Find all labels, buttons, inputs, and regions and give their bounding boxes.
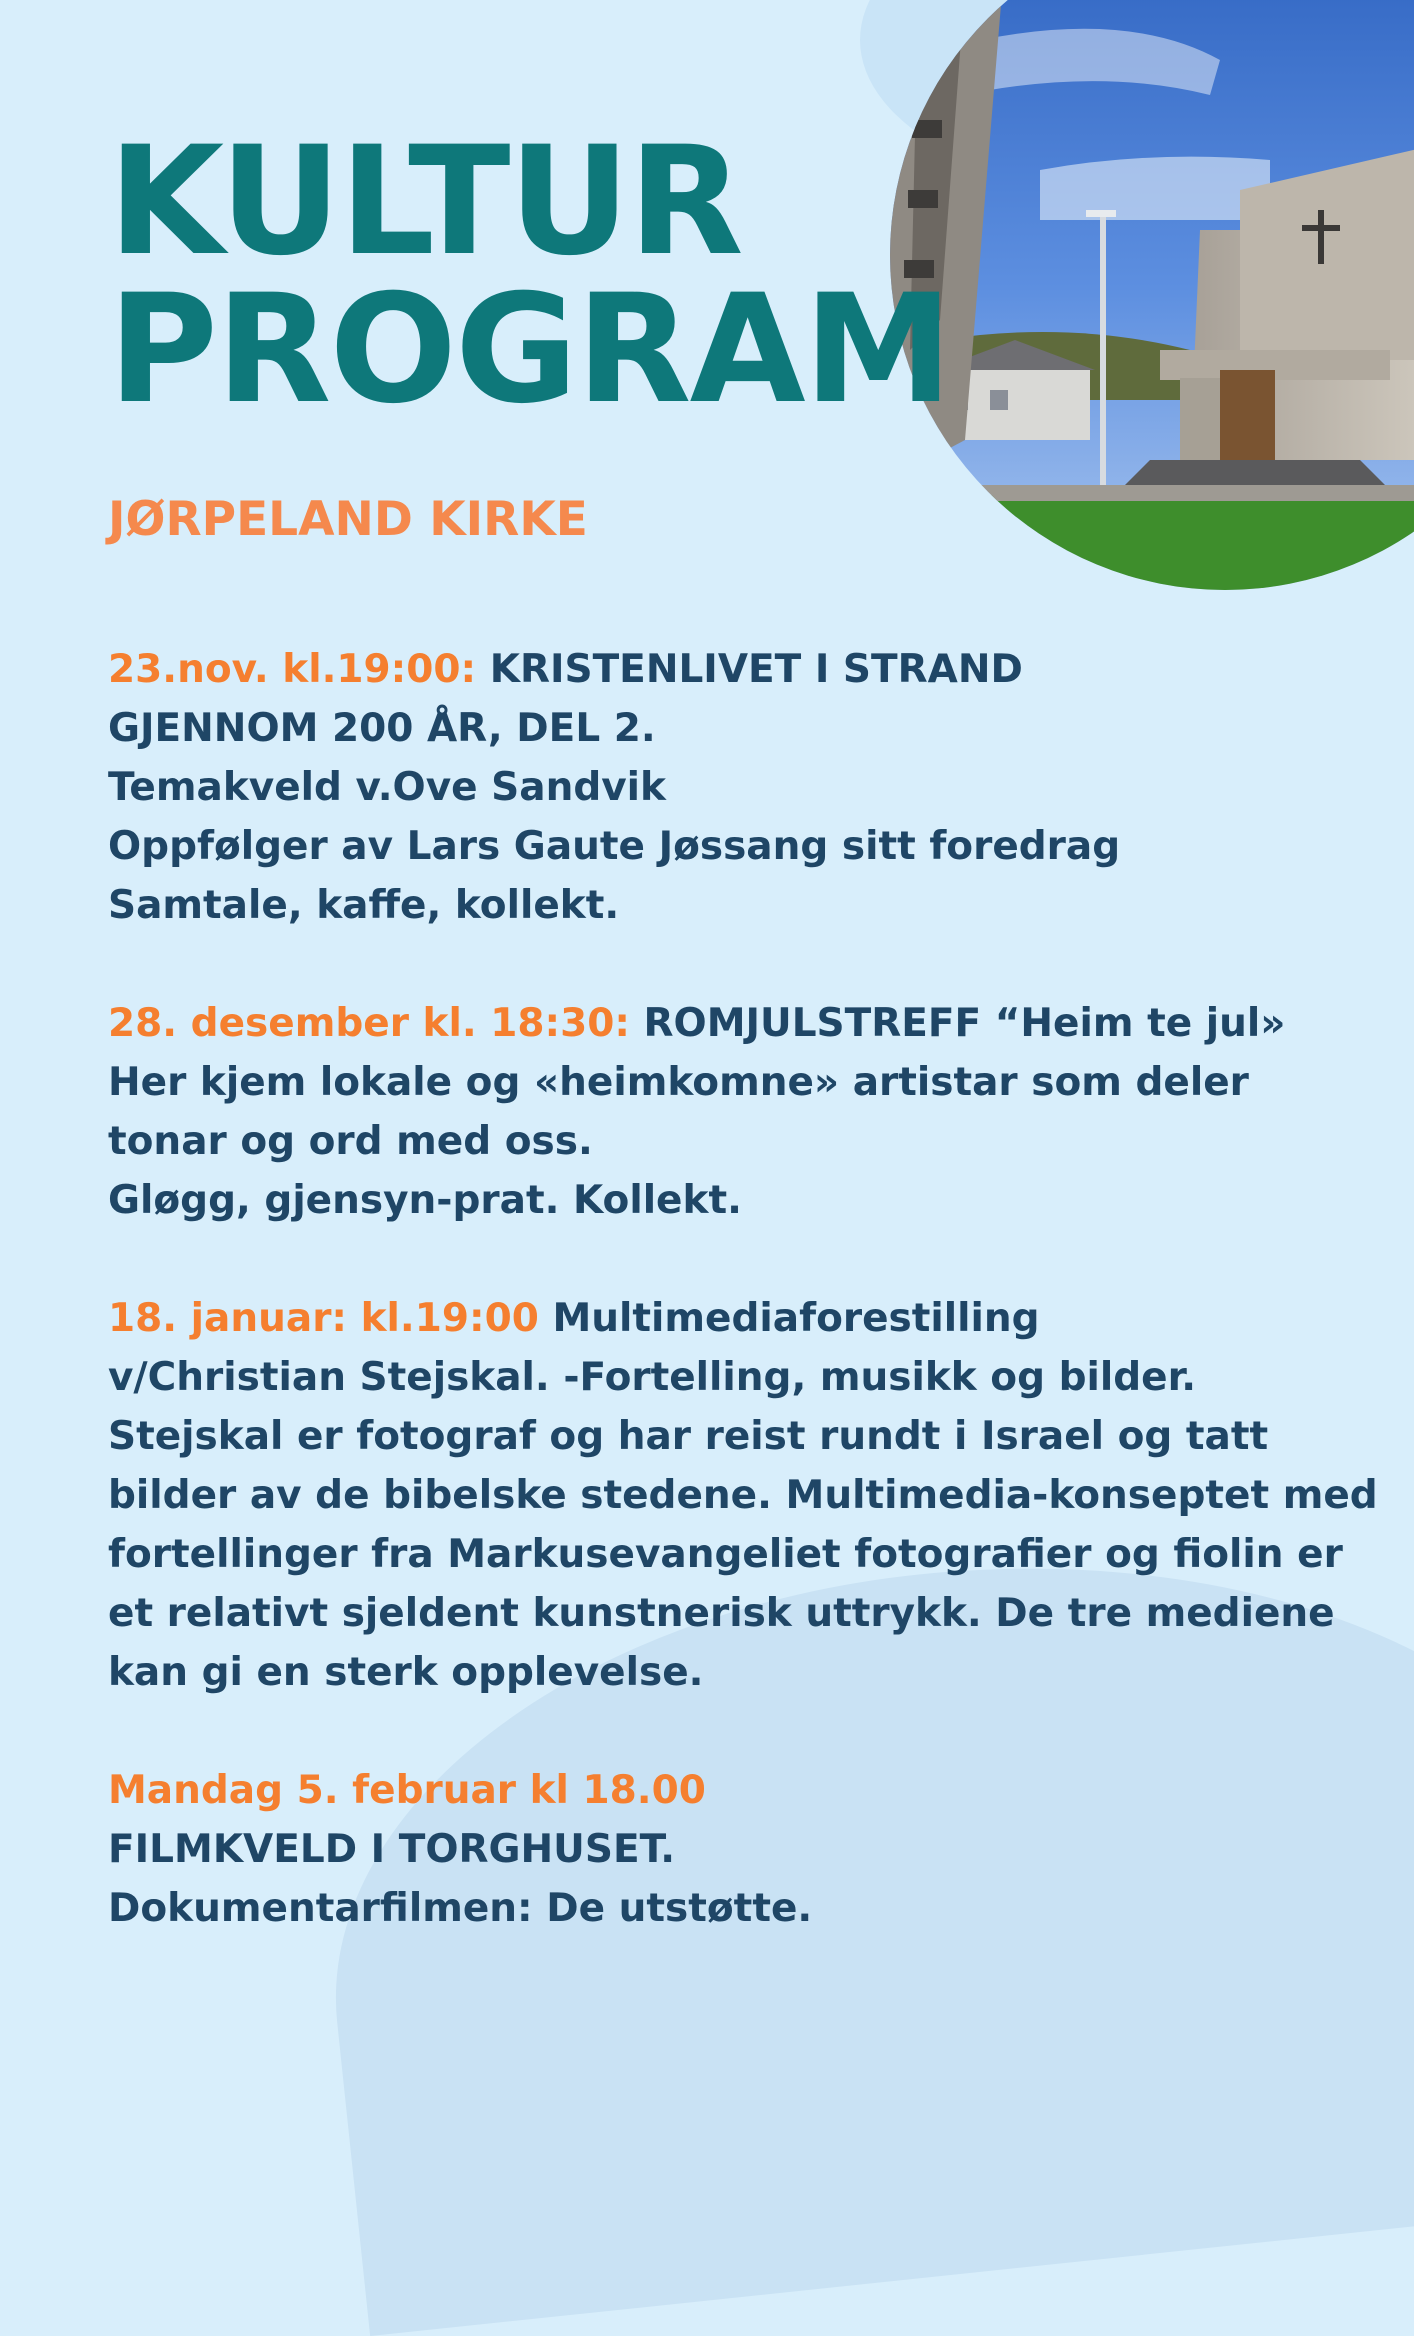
event-header (108, 994, 1378, 1053)
event-item (108, 1289, 1378, 1702)
title-line-2: PROGRAM (108, 263, 951, 437)
event-line: fortellinger fra Markusevangeliet fotografier og fiolin er (108, 1532, 1343, 1577)
event-date: 18. januar: kl.19:00 (108, 1296, 539, 1341)
event-date: Mandag 5. februar kl 18.00 (108, 1768, 706, 1813)
event-item (108, 640, 1378, 935)
event-line: FILMKVELD I TORGHUSET. (108, 1827, 676, 1872)
event-heading: ROMJULSTREFF “Heim te jul» (643, 1001, 1286, 1046)
event-header (108, 1289, 1378, 1348)
event-header (108, 1761, 1378, 1820)
event-line: bilder av de bibelske stedene. Multimedia-konseptet med (108, 1473, 1378, 1518)
event-line: GJENNOM 200 ÅR, DEL 2. (108, 706, 656, 751)
event-item (108, 1761, 1378, 1938)
event-line: Stejskal er fotograf og har reist rundt i Israel og tatt (108, 1414, 1269, 1459)
page-title (108, 115, 951, 437)
church-photo (890, 0, 1414, 590)
title-line-1: KULTUR (108, 115, 742, 289)
event-line: Temakveld v.Ove Sandvik (108, 765, 666, 810)
event-line: Samtale, kaffe, kollekt. (108, 883, 620, 928)
event-date: 28. desember kl. 18:30: (108, 1001, 630, 1046)
event-line: Gløgg, gjensyn-prat. Kollekt. (108, 1178, 742, 1223)
event-line: et relativt sjeldent kunstnerisk uttrykk. De tre mediene (108, 1591, 1335, 1636)
event-line: Her kjem lokale og «heimkomne» artistar som deler (108, 1060, 1249, 1105)
church-photo-illustration (890, 0, 1414, 590)
event-heading: KRISTENLIVET I STRAND (489, 647, 1023, 692)
church-name: JØRPELAND KIRKE (108, 492, 588, 547)
event-line: kan gi en sterk opplevelse. (108, 1650, 704, 1695)
event-list (108, 640, 1378, 1938)
event-line: Oppfølger av Lars Gaute Jøssang sitt foredrag (108, 824, 1121, 869)
event-heading: Multimediaforestilling (552, 1296, 1040, 1341)
event-item (108, 994, 1378, 1230)
event-line: tonar og ord med oss. (108, 1119, 593, 1164)
event-line: v/Christian Stejskal. -Fortelling, musikk og bilder. (108, 1355, 1197, 1400)
event-date: 23.nov. kl.19:00: (108, 647, 477, 692)
event-line: Dokumentarfilmen: De utstøtte. (108, 1886, 813, 1931)
event-header (108, 640, 1378, 699)
